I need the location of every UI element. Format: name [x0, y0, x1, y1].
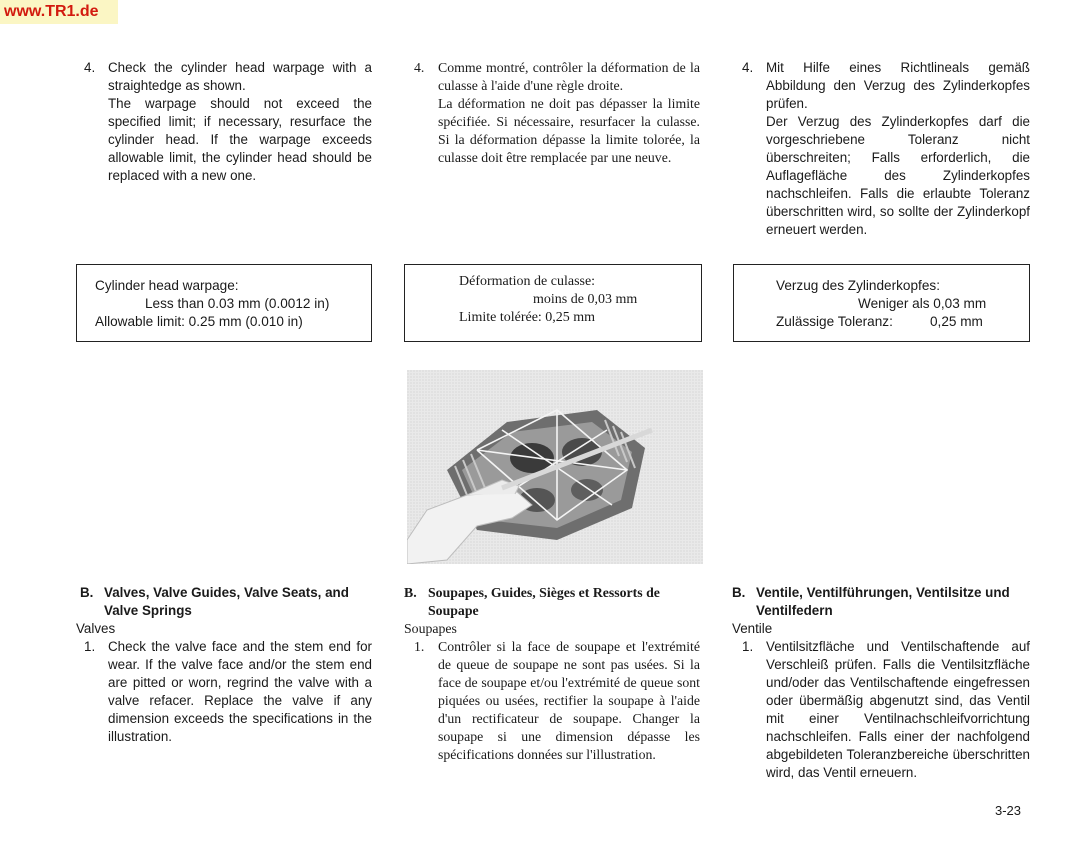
- spec-limit: Limite tolérée: 0,25 mm: [459, 310, 596, 325]
- spec-standard: Weniger als 0,03 mm: [858, 296, 987, 311]
- fr-section-b: [404, 584, 700, 764]
- fr-step1-text: Contrôler si la face de soupape et l'extrémité de queue de soupape ne sont pas usées. Si la face de soupape et/ou l'extrémité de queue sont piquées ou usées, rectifier la soupape à l'aide d'un rectificateur de soupape. Changer la soupape si une dimension dépasse les spécifications données sur l'illustration.: [438, 639, 700, 762]
- step-number: 1.: [742, 639, 754, 654]
- fr-spec-box: [404, 264, 702, 342]
- step-number: 4.: [84, 60, 96, 75]
- spec-standard: moins de 0,03 mm: [533, 292, 638, 307]
- de-step1-text: Ventilsitzfläche und Ventilschaftende auf Verschleiß prüfen. Falls die Ventilsitzfläche und/oder das Ventilschaftende eingefressen oder übermäßig abgenutzt sind, das Ventil mit einer Ventilnachschleifvorrichtung nachschleifen. Falls einer der nachfolgend abgebildeten Toleranzbereiche überschritten wird, das Ventil erneuern.: [766, 639, 1030, 780]
- de-section-b: [732, 584, 1030, 782]
- spec-title: Cylinder head warpage:: [95, 278, 239, 293]
- en-step1-text: Check the valve face and the stem end for wear. If the valve face and/or the stem end are pitted or worn, regrind the valve with a valve refacer. Replace the valve if any dimension exceeds the specifications in the illustration.: [108, 639, 372, 744]
- subsection-title: Ventile: [732, 621, 773, 636]
- section-heading: [404, 584, 700, 620]
- section-title: Ventile, Ventilführungen, Ventilsitze und Ventilfedern: [756, 585, 1010, 618]
- cylinder-head-photo: [407, 370, 703, 564]
- de-step4: [738, 59, 1030, 239]
- de-spec-box: [733, 264, 1030, 342]
- section-letter: B.: [732, 585, 746, 600]
- spec-standard: Less than 0.03 mm (0.0012 in): [145, 296, 330, 311]
- section-heading: [80, 584, 372, 620]
- spec-title: Verzug des Zylinderkopfes:: [776, 278, 940, 293]
- section-title: Soupapes, Guides, Sièges et Ressorts de Soupape: [428, 585, 660, 618]
- step-number: 1.: [414, 639, 425, 654]
- step-number: 4.: [414, 60, 425, 75]
- section-heading: [732, 584, 1030, 620]
- de-step4-instruction: Mit Hilfe eines Richtlineals gemäß Abbildung den Verzug des Zylinderkopfes prüfen.: [766, 60, 1030, 111]
- fr-step4-instruction: Comme montré, contrôler la déformation de la culasse à l'aide d'une règle droite.: [438, 60, 700, 93]
- site-watermark: www.TR1.de: [0, 0, 118, 24]
- fr-step4-note: La déformation ne doit pas dépasser la limite spécifiée. Si nécessaire, resurfacer la culasse. Si la déformation dépasse la limite tolorée, la culasse doit être remplacée par une neuve.: [438, 96, 700, 165]
- step-number: 1.: [84, 639, 96, 654]
- en-section-b: [76, 584, 372, 746]
- step-number: 4.: [742, 60, 754, 75]
- page-number: 3-23: [995, 803, 1022, 818]
- en-step4-instruction: Check the cylinder head warpage with a straightedge as shown.: [108, 60, 372, 93]
- subsection-title: Soupapes: [404, 621, 457, 636]
- de-step4-note: Der Verzug des Zylinderkopfes darf die vorgeschriebene Toleranz nicht überschreiten; Falls erforderlich, die Auflagefläche des Zylinderkopfes nachschleifen. Falls die erlaubte Toleranz überschritten wird, so sollte der Zylinderkopf erneuert werden.: [766, 114, 1030, 237]
- fr-step4: [410, 59, 700, 167]
- spec-title: Déformation de culasse:: [459, 274, 596, 289]
- cylinder-head-illustration: [407, 370, 703, 564]
- section-title: Valves, Valve Guides, Valve Seats, and Valve Springs: [104, 585, 349, 618]
- subsection-title: Valves: [76, 621, 116, 636]
- section-letter: B.: [404, 585, 417, 600]
- spec-limit-value: 0,25 mm: [930, 314, 983, 329]
- section-letter: B.: [80, 585, 94, 600]
- spec-limit: Allowable limit: 0.25 mm (0.010 in): [95, 314, 303, 329]
- en-spec-box: [76, 264, 372, 342]
- spec-limit-label: Zulässige Toleranz:: [776, 314, 893, 329]
- en-step4: [80, 59, 372, 185]
- en-step4-note: The warpage should not exceed the specified limit; if necessary, resurface the cylinder head. If the warpage exceeds allowable limit, the cylinder head should be replaced with a new one.: [108, 96, 372, 183]
